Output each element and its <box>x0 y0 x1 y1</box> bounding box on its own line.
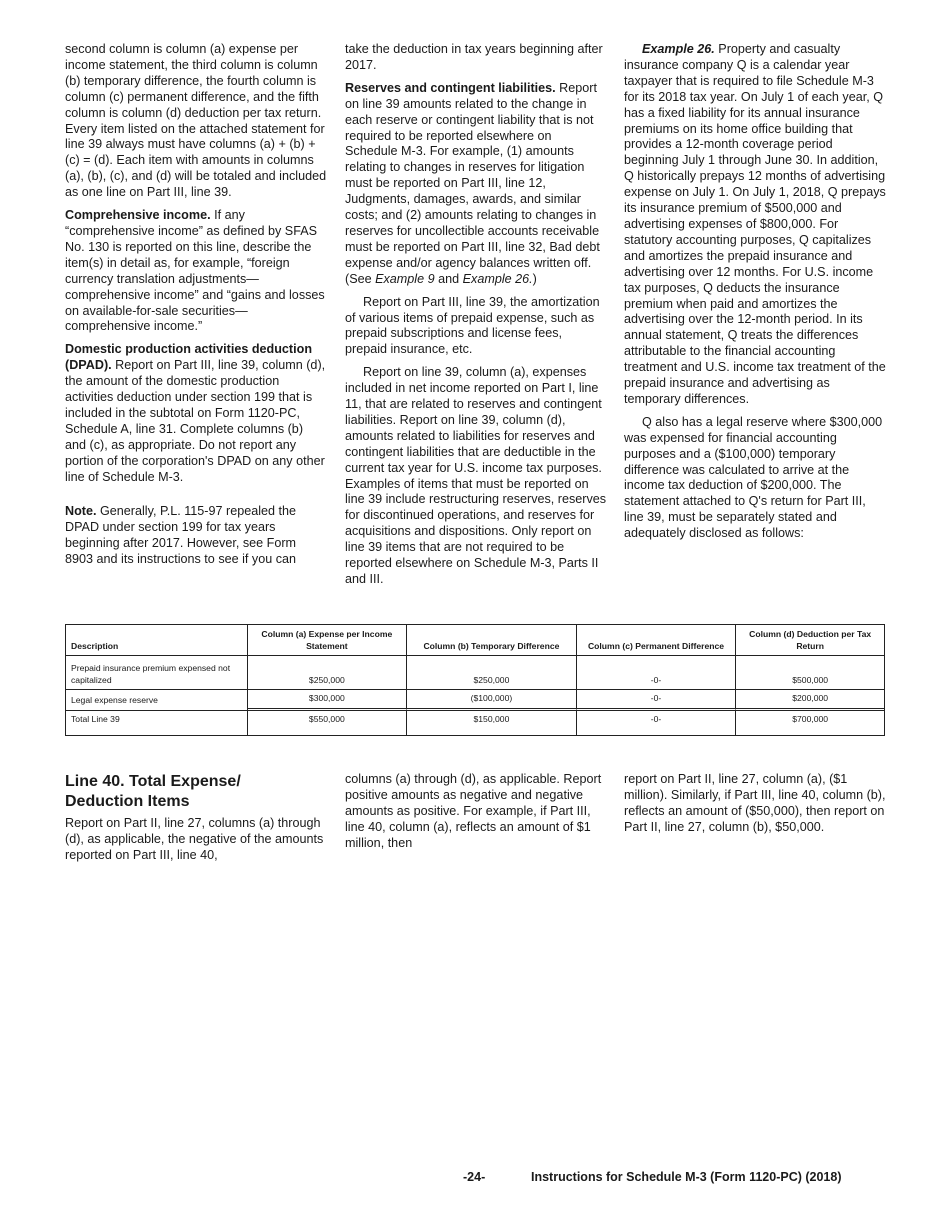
paragraph: Report on Part II, line 27, columns (a) through (d), as applicable, the negative of the amounts reported on Part III, line 40, <box>65 816 324 862</box>
line-40-column-2 <box>345 772 607 859</box>
cell-column-a: $300,000 <box>248 690 408 711</box>
reserves-paragraph <box>345 81 607 288</box>
comprehensive-income-paragraph <box>65 208 327 335</box>
cell-column-a: $550,000 <box>248 711 408 735</box>
paragraph: Report on line 39, column (a), expenses included in net income reported on Part I, line 11, that are related to reserves and contingent liabilities. Report on line 39, column (d), amounts related to liabilities for reserves and contingent liabilities that are deductible in the current tax year for U.S. income tax purposes. Examples of items that must be reported on line 39 include restructuring reserves, reserves for discontinued operations, and reserves for acquisitions and dispositions. Only report on line 39 items that are not required to be reported elsewhere on Schedule M-3, Parts II and III. <box>345 365 607 586</box>
cell-description: Prepaid insurance premium expensed not capitalized <box>66 656 248 690</box>
paragraph: report on Part II, line 27, column (a), ($1 million). Similarly, if Part III, line 40, column (b), reflects an amount of ($50,000), then report on Part II, line 27, column (b), $50,000. <box>624 772 886 834</box>
header-column-d: Column (d) Deduction per Tax Return <box>736 625 884 656</box>
note-text: Generally, P.L. 115-97 repealed the DPAD under section 199 for tax years beginning after 2017. However, see Form 8903 and its instructions to see if you can <box>65 504 297 567</box>
table-row <box>66 690 884 711</box>
line-40-heading <box>65 772 327 812</box>
line-40-heading-line-1: Line 40. Total Expense/ <box>65 773 241 790</box>
note-heading: Note. <box>65 504 97 519</box>
cell-column-d: $700,000 <box>792 713 829 724</box>
example-26-ref: Example 26. <box>462 271 533 286</box>
comprehensive-income-heading: Comprehensive income. <box>65 208 211 223</box>
example-26-text: Property and casualty insurance company Q is a calendar year taxpayer that is required to file Schedule M-3 for its 2018 tax year. On July 1 of each year, Q has a fixed liability for its annual insurance premiums on its home office building that provides a 12-month coverage period beginning July 1 through June 30. In addition, Q historically prepays 12 months of advertising expense on July 1. On July 1, 2018, Q prepays its insurance premium of $500,000 and advertising expenses of $800,000. For statutory accounting purposes, Q capitalizes and amortizes the prepaid insurance and advertising over 12 months. For U.S. income tax purposes, Q deducts the insurance premium when paid and amortizes the advertising over the 12-month period. In its annual statement, Q treats the differences attributable to the financial accounting treatment and U.S. income tax treatment of the prepaid insurance and advertising as temporary differences. <box>624 42 886 406</box>
table-row <box>66 656 884 690</box>
reserves-text: Report on line 39 amounts related to the change in each reserve or contingent liability that is not required to be reported elsewhere on Schedule M-3. For example, (1) amounts relating to changes in reserves for litigation must be reported on Part III, line 12, Judgments, damages, awards, and similar costs; and (2) amounts relating to changes in reserves for uncollectible accounts receivable must be reported on Part III, line 32, Bad debt expense and/or agency balances written off. (See <box>345 80 600 286</box>
cell-column-b: $150,000 <box>407 711 577 735</box>
cell-description: Legal expense reserve <box>66 690 248 711</box>
line-40-column-1 <box>65 772 327 871</box>
example-9-ref: Example 9 <box>375 271 435 286</box>
example-26-paragraph <box>624 42 886 408</box>
cell-column-c: -0- <box>577 656 737 690</box>
paragraph: Q also has a legal reserve where $300,000 was expensed for financial accounting purposes and a ($100,000) temporary difference was calculated to arrive at the income tax deduction of $200,000. The statement attached to Q's return for Part III, line 39, must be separately stated and adequately disclosed as follows: <box>624 414 883 541</box>
dpad-heading: Domestic production activities deduction (DPAD). <box>65 342 313 373</box>
cell-column-b: $250,000 <box>407 656 577 690</box>
dpad-paragraph <box>65 342 327 485</box>
paragraph: second column is column (a) expense per income statement, the third column is column (b) temporary difference, the fourth column is column (c) permanent difference, and the fifth column is column (d) deduction per tax return. Every item listed on the attached statement for line 39 always must have columns (a) + (b) + (c) = (d). Each item with amounts in columns (a), (b), (c), and (d) will be totaled and included as one line on Part III, line 39. <box>65 42 327 200</box>
note-paragraph <box>65 504 327 568</box>
table-header-row <box>66 625 884 656</box>
dpad-text: Report on Part III, line 39, column (d), the amount of the domestic production activities deduction under section 199 that is included in the subtotal on Form 1120-PC, Schedule A, line 31. Complete columns (b) and (c), as appropriate. Do not report any portion of the corporation's DPAD on any other line of Schedule M-3. <box>65 358 326 484</box>
column-2 <box>345 42 607 595</box>
cell-column-c: -0- <box>577 711 737 735</box>
page-number: -24- <box>463 1170 486 1184</box>
header-description: Description <box>66 625 248 656</box>
column-3 <box>624 42 886 549</box>
column-1 <box>65 42 327 575</box>
document-title: Instructions for Schedule M-3 (Form 1120-PC) (2018) <box>531 1170 842 1184</box>
header-column-a: Column (a) Expense per Income Statement <box>248 625 408 656</box>
line-40-heading-line-2: Deduction Items <box>65 793 190 810</box>
header-column-c: Column (c) Permanent Difference <box>577 625 737 656</box>
cell-column-a: $250,000 <box>248 656 408 690</box>
header-column-b: Column (b) Temporary Difference <box>407 625 577 656</box>
conjunction: and <box>434 271 463 286</box>
cell-column-c: -0- <box>577 690 737 711</box>
cell-column-d: $200,000 <box>736 690 884 711</box>
close-paren: ) <box>532 271 537 286</box>
line-39-statement-table <box>65 624 885 736</box>
cell-column-b: ($100,000) <box>407 690 577 711</box>
example-26-heading: Example 26. <box>642 42 715 56</box>
paragraph: Report on Part III, line 39, the amortization of various items of prepaid expense, such as prepaid subscriptions and license fees, prepaid insurance, etc. <box>345 294 600 357</box>
cell-column-d: $500,000 <box>736 656 884 690</box>
paragraph: columns (a) through (d), as applicable. Report positive amounts as negative and negative amounts as positive. For example, if Part III, line 40, column (a), reflects an amount of $1 million, then <box>345 772 602 850</box>
paragraph: take the deduction in tax years beginning after 2017. <box>345 42 603 72</box>
comprehensive-income-text: If any “comprehensive income” as defined by SFAS No. 130 is reported on this line, describe the item(s) in detail as, for example, “foreign currency translation adjustments—comprehensive income” and “gains and losses on available-for-sale securities—comprehensive income.” <box>65 208 325 334</box>
reserves-heading: Reserves and contingent liabilities. <box>345 80 556 95</box>
table-total-row <box>66 711 884 735</box>
line-40-column-3 <box>624 772 886 843</box>
cell-description: Total Line 39 <box>66 711 248 735</box>
